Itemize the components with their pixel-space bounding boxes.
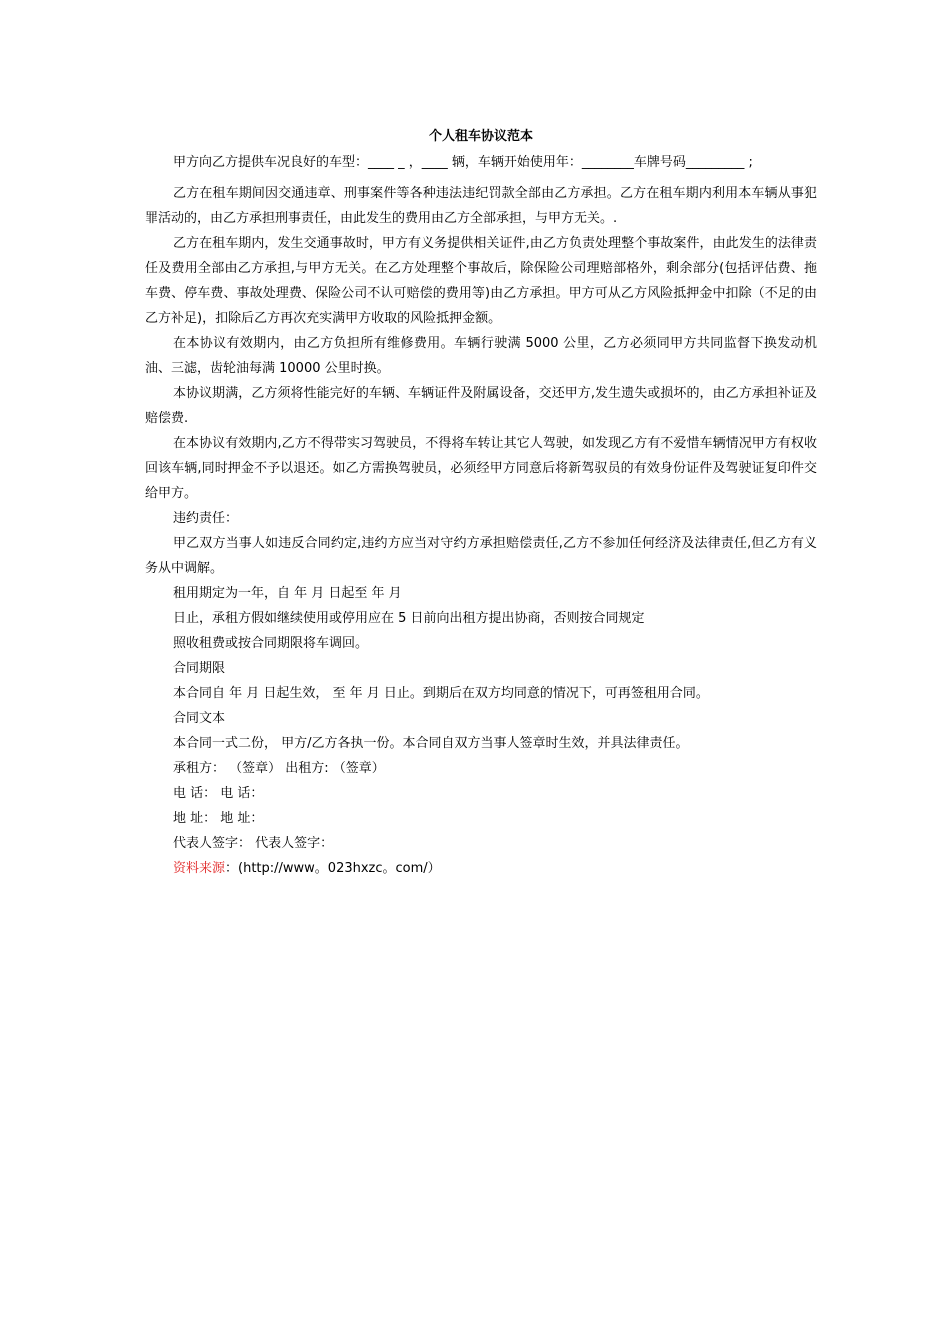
line-term-3: 照收租费或按合同期限将车调回。	[173, 636, 369, 651]
line-term-2: 日止，承租方假如继续使用或停用应在 5 日前向出租方提出协商，否则按合同规定	[173, 611, 645, 626]
paragraph-maintenance: 在本协议有效期内，由乙方负担所有维修费用。车辆行驶满 5000 公里，乙方必须同甲方共同监督下换发动机油、三滤，齿轮油每满 10000 公里时换。	[145, 336, 817, 376]
source-url[interactable]: ：(http://www。023hxzc。com/）	[225, 861, 441, 876]
line-term-1: 租用期定为一年，自 年 月 日起至 年 月	[173, 586, 402, 601]
line-representatives: 代表人签字： 代表人签字：	[173, 836, 334, 851]
line-contract-text: 本合同一式二份， 甲方/乙方各执一份。本合同自双方当事人签章时生效，并具法律责任。	[173, 736, 689, 751]
line-signatures: 承租方： （签章） 出租方: （签章）	[173, 761, 385, 776]
line-contract-period: 本合同自 年 月 日起生效， 至 年 月 日止。到期后在双方均同意的情况下，可再签租用合同。	[173, 686, 709, 701]
paragraph-breach: 甲乙双方当事人如违反合同约定,违约方应当对守约方承担赔偿责任,乙方不参加任何经济及法律责任,但乙方有义务从中调解。	[145, 536, 817, 576]
source-label: 资料来源	[173, 861, 226, 876]
document-page	[145, 126, 817, 881]
paragraph-violations: 乙方在租车期间因交通违章、刑事案件等各种违法违纪罚款全部由乙方承担。乙方在租车期内利用本车辆从事犯罪活动的，由乙方承担刑事责任，由此发生的费用由乙方全部承担，与甲方无关。.	[145, 186, 817, 226]
paragraph-vehicle-info: 甲方向乙方提供车况良好的车型：____ _ ，____ 辆，车辆开始使用年：________车牌号码_________ ;	[173, 155, 753, 170]
line-addresses: 地 址： 地 址：	[173, 811, 264, 826]
line-phones: 电 话： 电 话：	[173, 786, 264, 801]
paragraph-accidents: 乙方在租车期内，发生交通事故时，甲方有义务提供相关证件,由乙方负责处理整个事故案件，由此发生的法律责任及费用全部由乙方承担,与甲方无关。在乙方处理整个事故后，除保险公司理赔部格外，剩余部分(包括评估费、拖车费、停车费、事故处理费、保险公司不认可赔偿的费用等)由乙方承担。甲方可从乙方风险抵押金中扣除（不足的由乙方补足)，扣除后乙方再次充实满甲方收取的风险抵押金额。	[145, 236, 817, 326]
heading-contract-period: 合同期限	[173, 661, 226, 676]
source-line	[145, 856, 817, 881]
heading-contract-text: 合同文本	[173, 711, 226, 726]
paragraph-drivers: 在本协议有效期内,乙方不得带实习驾驶员，不得将车转让其它人驾驶，如发现乙方有不爱惜车辆情况甲方有权收回该车辆,同时押金不予以退还。如乙方需换驾驶员，必须经甲方同意后将新驾驭员的有效身份证件及驾驶证复印件交给甲方。	[145, 436, 817, 501]
document-title: 个人租车协议范本	[428, 129, 533, 144]
heading-breach: 违约责任：	[173, 511, 239, 526]
paragraph-return: 本协议期满，乙方须将性能完好的车辆、车辆证件及附属设备，交还甲方,发生遗失或损坏的，由乙方承担补证及赔偿费.	[145, 386, 817, 426]
